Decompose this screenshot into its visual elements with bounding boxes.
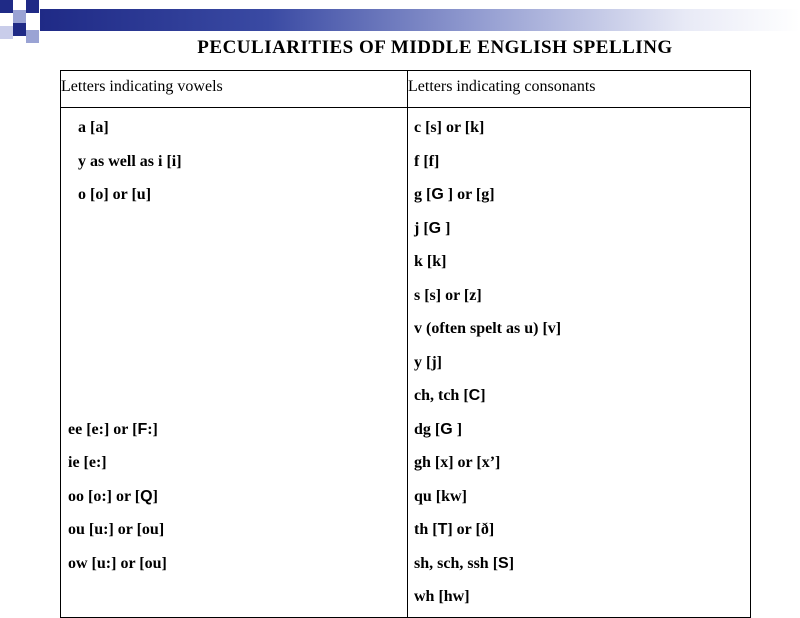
vowels-spacer	[61, 215, 407, 416]
phonetic-symbol: T	[437, 521, 448, 538]
list-item-text: y as well as i [i]	[78, 152, 182, 170]
list-item-text: ee [e:] or [	[68, 420, 138, 438]
decor-square-3	[26, 0, 39, 13]
list-item-text: qu [kw]	[414, 487, 467, 505]
list-item-text: c [s] or [k]	[414, 119, 485, 136]
phonetic-symbol: C	[468, 387, 481, 404]
list-item	[408, 382, 750, 416]
list-item-text: ou [u:] or [ou]	[68, 521, 165, 538]
list-item-text: o [o] or [u]	[78, 186, 152, 203]
list-item	[408, 483, 750, 517]
list-item	[408, 282, 750, 316]
list-item	[408, 315, 750, 349]
list-item-text: ch, tch [	[414, 387, 469, 404]
list-item	[408, 550, 750, 584]
list-item-text: gh [x] or [x’]	[414, 454, 501, 471]
phonetic-symbol: G	[428, 219, 442, 237]
list-item	[408, 449, 750, 483]
list-item-text: ]	[441, 219, 451, 237]
list-item	[408, 215, 750, 249]
list-item-text: j [	[414, 219, 429, 237]
list-item	[408, 516, 750, 550]
list-item-text: ie [e:]	[68, 454, 107, 471]
header-gradient-bar	[40, 9, 800, 31]
consonants-list	[408, 108, 750, 617]
list-item-text: oo [o:] or [	[68, 487, 141, 505]
list-item-text: ow [u:] or [ou]	[68, 554, 167, 572]
list-item-text: ]	[508, 554, 515, 572]
table-header-row	[61, 71, 751, 108]
list-item	[408, 349, 750, 383]
decor-square-2	[13, 10, 26, 23]
vowels-cell	[61, 108, 408, 618]
list-item-text: wh [hw]	[414, 588, 470, 605]
decor-square-4	[13, 23, 26, 36]
list-item	[408, 114, 750, 148]
spelling-table	[60, 70, 751, 618]
phonetic-symbol: G	[431, 186, 444, 203]
list-item-text: v (often spelt as u) [v]	[414, 320, 562, 337]
phonetic-symbol: F	[137, 420, 148, 438]
list-item-text: y [j]	[414, 353, 442, 371]
list-item-text: ]	[480, 387, 486, 404]
header-consonants: Letters indicating consonants	[408, 71, 751, 108]
list-item	[61, 114, 407, 148]
list-item-text: k [k]	[414, 253, 447, 270]
page-title: PECULIARITIES OF MIDDLE ENGLISH SPELLING	[197, 37, 673, 58]
list-item-text: ] or [ð]	[447, 521, 495, 538]
list-item-text: :]	[147, 420, 158, 438]
list-item-text: s [s] or [z]	[414, 286, 482, 304]
header-vowels: Letters indicating vowels	[61, 71, 408, 108]
list-item	[61, 148, 407, 182]
decor-square-1	[0, 0, 13, 13]
list-item-text: g [	[414, 186, 432, 203]
list-item	[408, 248, 750, 282]
list-item	[408, 148, 750, 182]
list-item-text: ]	[452, 420, 463, 438]
list-item-text: sh, sch, ssh [	[414, 554, 499, 572]
list-item-text: ]	[152, 487, 158, 505]
list-item-text: ] or [g]	[443, 186, 495, 203]
list-item	[408, 416, 750, 450]
table-body-row	[61, 108, 751, 618]
list-item-text: a [a]	[78, 119, 109, 136]
consonants-cell	[408, 108, 751, 618]
phonetic-symbol: G	[440, 420, 453, 438]
list-item-text: dg [	[414, 420, 441, 438]
phonetic-symbol: S	[498, 554, 509, 572]
list-item	[408, 181, 750, 215]
list-item-text: th [	[414, 521, 438, 538]
list-item	[61, 449, 407, 483]
list-item	[61, 550, 407, 584]
vowels-top-list	[61, 114, 407, 215]
list-item	[61, 483, 407, 517]
phonetic-symbol: Q	[140, 487, 153, 505]
list-item-text: f [f]	[414, 152, 440, 170]
list-item	[61, 516, 407, 550]
list-item	[61, 416, 407, 450]
vowels-bottom-list	[61, 416, 407, 584]
list-item	[61, 181, 407, 215]
